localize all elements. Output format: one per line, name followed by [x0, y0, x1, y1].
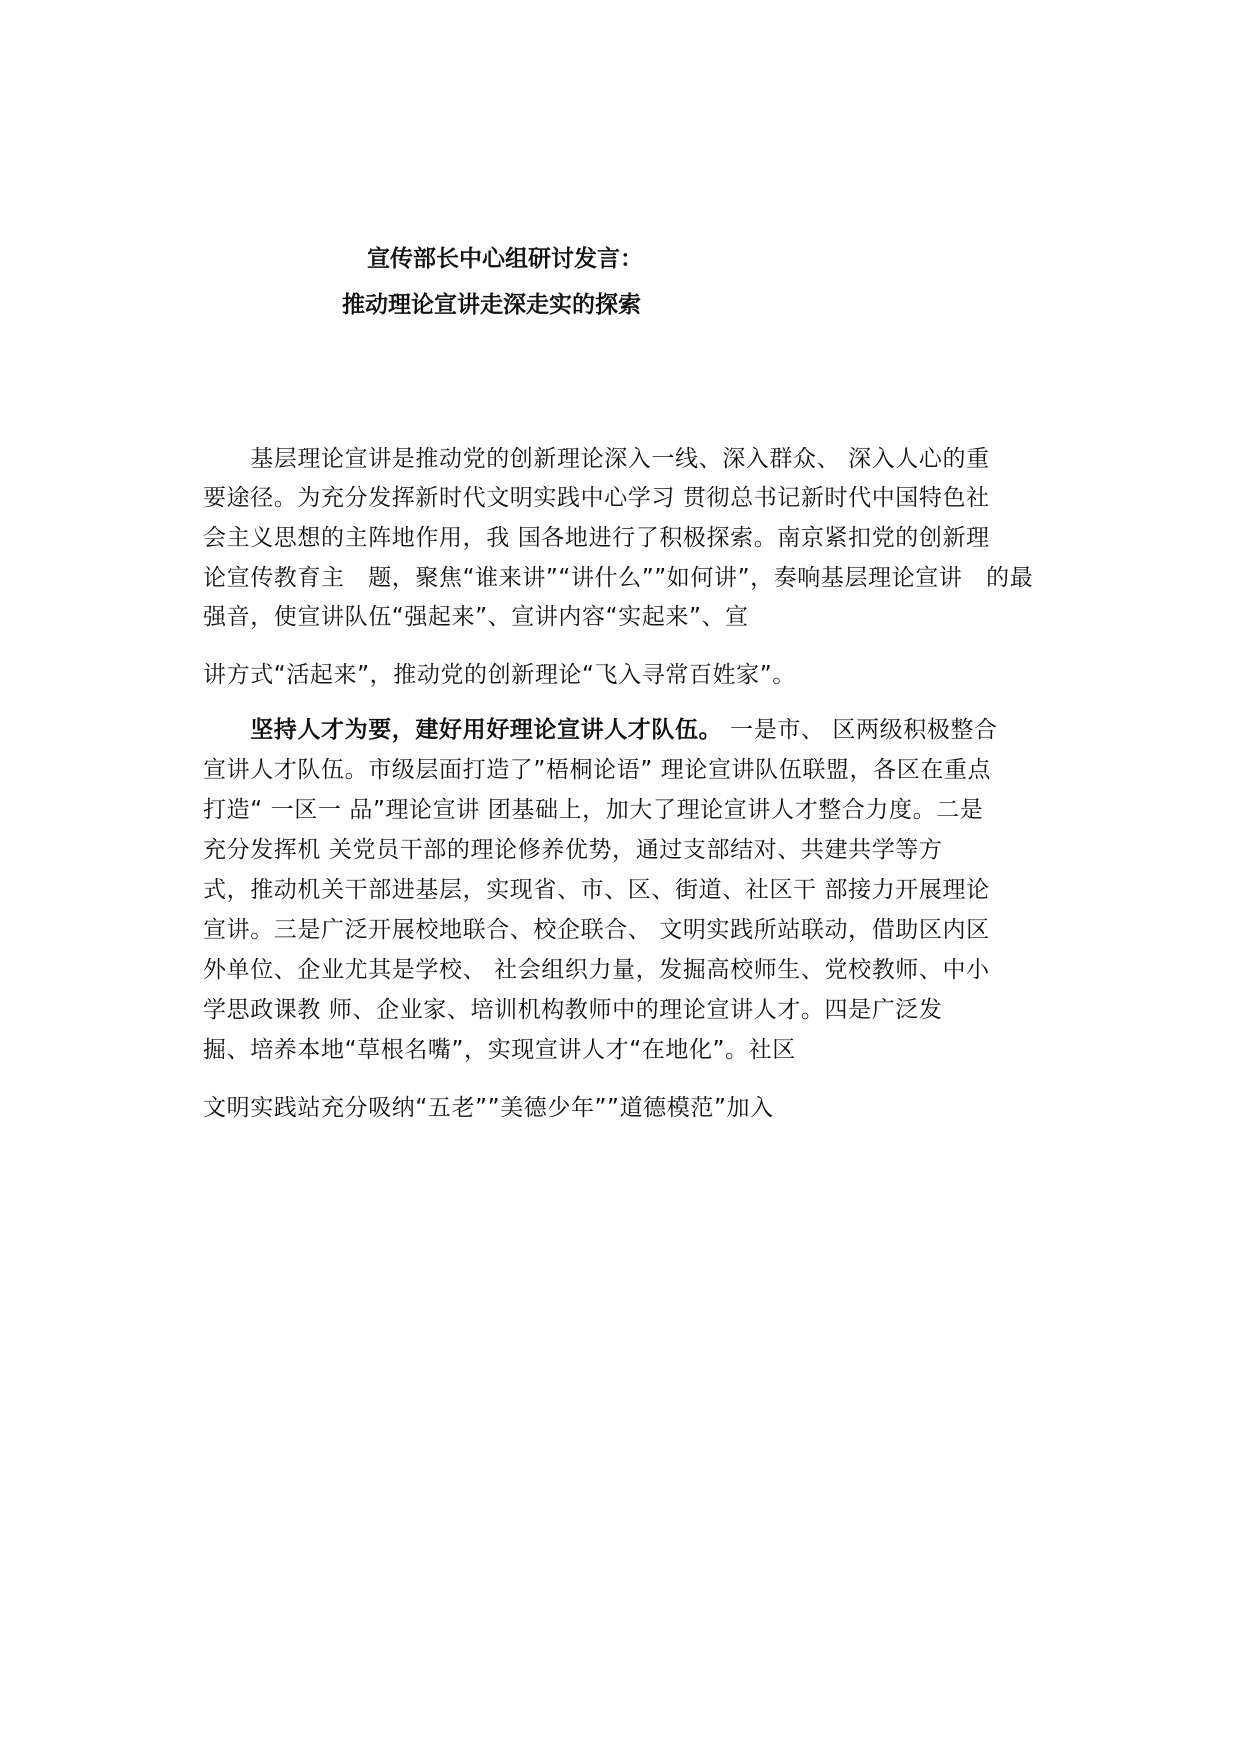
text-line: 宣讲。三是广泛开展校地联合、校企联合、 文明实践所站联动，借助区内区	[203, 917, 990, 943]
text-line: 打造“ 一区一 品”理论宣讲 团基础上，加大了理论宣讲人才整合力度。二是	[203, 797, 984, 823]
text-line: 式，推动机关干部进基层，实现省、市、区、街道、社区干 部接力开展理论	[203, 877, 990, 903]
section-heading: 坚持人才为要，建好用好理论宣讲人才队伍。	[203, 717, 723, 743]
document-title-line1: 宣传部长中心组研讨发言：	[367, 246, 643, 272]
text-line: 宣讲人才队伍。市级层面打造了”梧桐论语” 理论宣讲队伍联盟，各区在重点	[203, 757, 992, 783]
text-line: 要途径。为充分发挥新时代文明实践中心学习 贯彻总书记新时代中国特色社	[203, 485, 990, 511]
text-line: 掘、培养本地“草根名嘴”，实现宣讲人才“在地化”。社区	[203, 1037, 796, 1063]
document-title-line2: 推动理论宣讲走深走实的探索	[342, 292, 641, 318]
text-line: 文明实践站充分吸纳“五老””美德少年””道德模范”加入	[203, 1095, 774, 1121]
text-line	[203, 715, 998, 745]
text-line: 强音，使宣讲队伍“强起来”、宣讲内容“实起来”、宣	[203, 604, 749, 630]
text-line: 讲方式“活起来”，推动党的创新理论“飞入寻常百姓家”。	[203, 662, 796, 688]
text-line: 外单位、企业尤其是学校、 社会组织力量，发掘高校师生、党校教师、中小	[203, 957, 990, 983]
text-line: 基层理论宣讲是推动党的创新理论深入一线、深入群众、 深入人心的重	[203, 446, 990, 472]
text-line: 会主义思想的主阵地作用，我 国各地进行了积极探索。南京紧扣党的创新理	[203, 525, 990, 551]
text-line: 学思政课教 师、企业家、培训机构教师中的理论宣讲人才。四是广泛发	[203, 997, 943, 1023]
text-line: 论宣传教育主 题，聚焦“谁来讲”“讲什么””如何讲”，奏响基层理论宣讲 的最	[203, 565, 1034, 591]
text-line: 充分发挥机 关党员干部的理论修养优势，通过支部结对、共建共学等方	[203, 837, 943, 863]
text-span: 一是市、 区两级积极整合	[722, 717, 998, 743]
